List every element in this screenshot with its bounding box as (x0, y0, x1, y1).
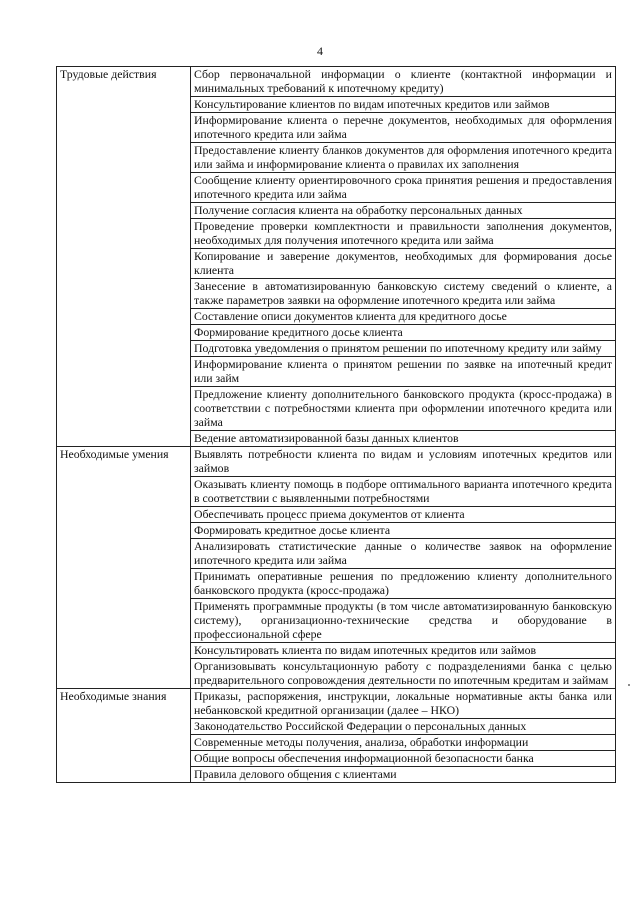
labor-actions-item: Предложение клиенту дополнительного банковского продукта (кросс-продажа) в соответствии с потребностями клиента при оформлении ипотечного кредита или займа (191, 387, 616, 431)
labor-actions-item: Формирование кредитного досье клиента (191, 325, 616, 341)
required-skills-item: Организовывать консультационную работу с подразделениями банка с целью предварительного сопровождения деятельности по ипотечным кредитам и займам (191, 659, 616, 689)
labor-actions-item: Составление описи документов клиента для кредитного досье (191, 309, 616, 325)
required-skills-row (57, 447, 616, 477)
required-knowledge-label: Необходимые знания (57, 689, 191, 783)
competency-table (56, 66, 616, 783)
page-number: 4 (317, 44, 323, 58)
required-skills-label: Необходимые умения (57, 447, 191, 689)
labor-actions-item: Проведение проверки комплектности и правильности заполнения документов, необходимых для получения ипотечного кредита или займа (191, 219, 616, 249)
required-skills-item: Консультировать клиента по видам ипотечных кредитов или займов (191, 643, 616, 659)
required-skills-item: Анализировать статистические данные о количестве заявок на оформление ипотечного кредита или займа (191, 539, 616, 569)
required-knowledge-item: Правила делового общения с клиентами (191, 767, 616, 783)
labor-actions-row (57, 67, 616, 97)
labor-actions-item: Сообщение клиенту ориентировочного срока принятия решения и предоставления ипотечного кредита или займа (191, 173, 616, 203)
labor-actions-item: Предоставление клиенту бланков документов для оформления ипотечного кредита или займа и информирование клиента о правилах их заполнения (191, 143, 616, 173)
required-skills-item: Формировать кредитное досье клиента (191, 523, 616, 539)
labor-actions-item: Консультирование клиентов по видам ипотечных кредитов или займов (191, 97, 616, 113)
scan-artifact-dot (628, 684, 630, 686)
required-skills-item: Применять программные продукты (в том числе автоматизированную банковскую систему), организационно-технические средства и оборудование в профессиональной сфере (191, 599, 616, 643)
labor-actions-item: Ведение автоматизированной базы данных клиентов (191, 431, 616, 447)
labor-actions-label: Трудовые действия (57, 67, 191, 447)
required-knowledge-item: Приказы, распоряжения, инструкции, локальные нормативные акты банка или небанковской кредитной организации (далее – НКО) (191, 689, 616, 719)
competency-table-body (57, 67, 616, 783)
required-knowledge-row (57, 689, 616, 719)
labor-actions-item: Информирование клиента о принятом решении по заявке на ипотечный кредит или займ (191, 357, 616, 387)
required-skills-item: Выявлять потребности клиента по видам и условиям ипотечных кредитов или займов (191, 447, 616, 477)
labor-actions-item: Подготовка уведомления о принятом решении по ипотечному кредиту или займу (191, 341, 616, 357)
required-skills-item: Оказывать клиенту помощь в подборе оптимального варианта ипотечного кредита в соответствии с выявленными потребностями (191, 477, 616, 507)
required-knowledge-item: Современные методы получения, анализа, обработки информации (191, 735, 616, 751)
labor-actions-item: Получение согласия клиента на обработку персональных данных (191, 203, 616, 219)
required-knowledge-item: Общие вопросы обеспечения информационной безопасности банка (191, 751, 616, 767)
required-knowledge-item: Законодательство Российской Федерации о персональных данных (191, 719, 616, 735)
labor-actions-item: Копирование и заверение документов, необходимых для формирования досье клиента (191, 249, 616, 279)
labor-actions-item: Занесение в автоматизированную банковскую систему сведений о клиенте, а также параметров заявки на оформление ипотечного кредита или займа (191, 279, 616, 309)
labor-actions-item: Сбор первоначальной информации о клиенте (контактной информации и минимальных требований к ипотечному кредиту) (191, 67, 616, 97)
labor-actions-item: Информирование клиента о перечне документов, необходимых для оформления ипотечного кредита или займа (191, 113, 616, 143)
required-skills-item: Обеспечивать процесс приема документов от клиента (191, 507, 616, 523)
required-skills-item: Принимать оперативные решения по предложению клиенту дополнительного банковского продукта (кросс-продажа) (191, 569, 616, 599)
